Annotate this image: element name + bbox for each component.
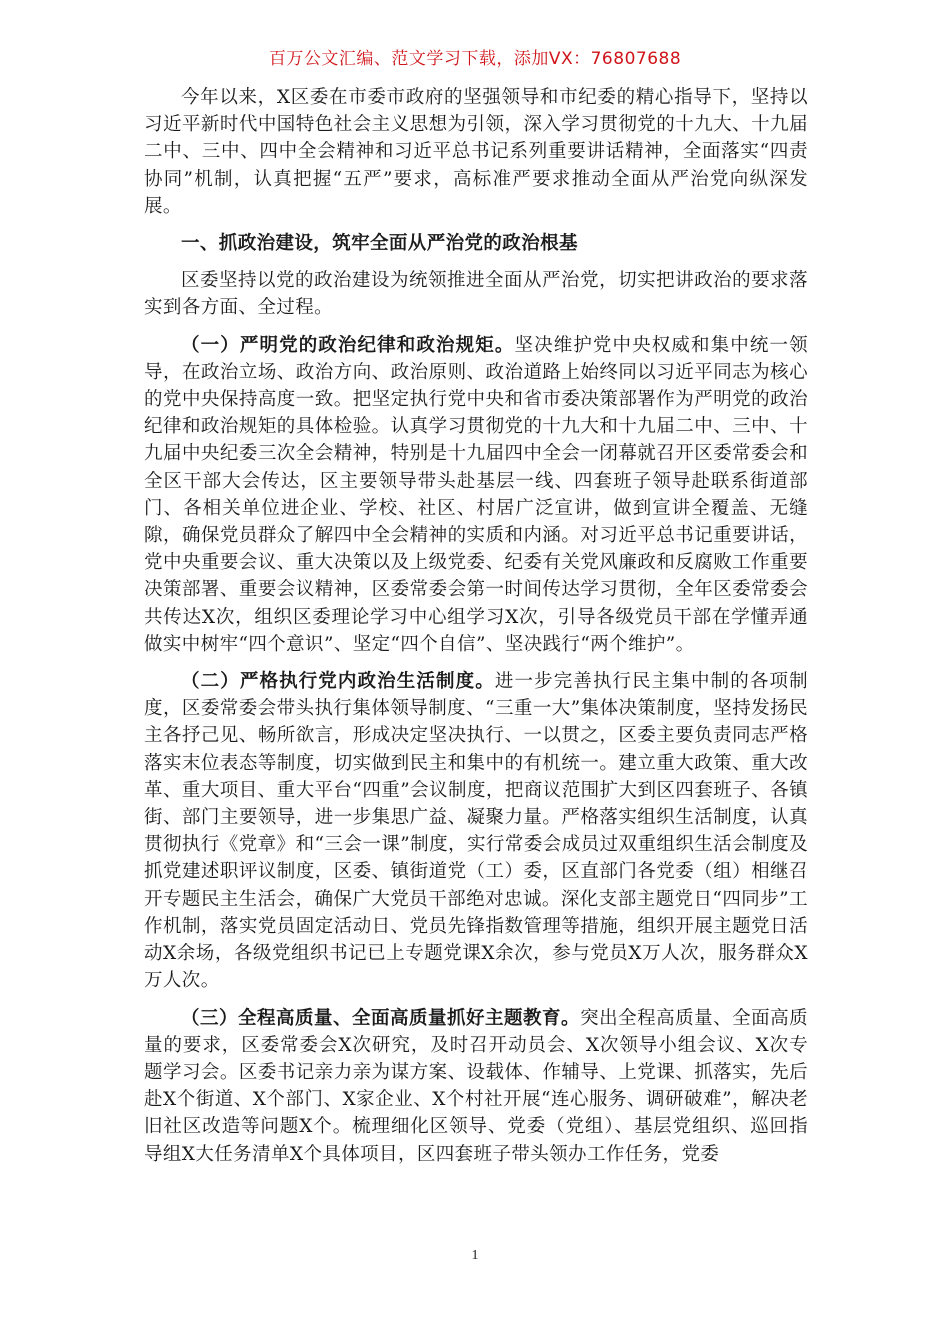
subsection-title-3: （三）全程高质量、全面高质量抓好主题教育。	[181, 1007, 581, 1029]
subsection-title-1: （一）严明党的政治纪律和政治规矩。	[181, 334, 515, 356]
intro-paragraph: 今年以来，X区委在市委市政府的坚强领导和市纪委的精心指导下，坚持以习近平新时代中国特色社会主义思想为引领，深入学习贯彻党的十九大、十九届二中、三中、四中全会精神和习近平总书记系列重要讲话精神，全面落实“四责协同”机制，认真把握“五严”要求，高标准严要求推动全面从严治党向纵深发展。	[144, 87, 808, 217]
subsection-paragraph-2	[144, 668, 808, 994]
section-heading: 一、抓政治建设，筑牢全面从严治党的政治根基	[181, 233, 578, 255]
document-body	[144, 84, 808, 1178]
subsection-paragraph-1	[144, 332, 808, 658]
subsection-title-2: （二）严格执行党内政治生活制度。	[181, 671, 495, 693]
page-number: 1	[471, 1248, 479, 1263]
subsection-paragraph-3	[144, 1005, 808, 1168]
subsection-body-2: 进一步完善执行民主集中制的各项制度，区委常委会带头执行集体领导制度、“三重一大”集体决策制度，坚持发扬民主各抒己见、畅所欲言，形成决定坚决执行、一以贯之，区委主要负责同志严格落实末位表态等制度，切实做到民主和集中的有机统一。建立重大政策、重大改革、重大项目、重大平台“四重”会议制度，把商议范围扩大到区四套班子、各镇街、部门主要领导，进一步集思广益、凝聚力量。严格落实组织生活制度，认真贯彻执行《党章》和“三会一课”制度，实行常委会成员过双重组织生活会制度及抓党建述职评议制度，区委、镇街道党（工）委，区直部门各党委（组）相继召开专题民主生活会，确保广大党员干部绝对忠诚。深化支部主题党日“四同步”工作机制，落实党员固定活动日、党员先锋指数管理等措施，组织开展主题党日活动X余场，各级党组织书记已上专题党课X余次，参与党员X万人次，服务群众X万人次。	[144, 671, 808, 992]
section-summary: 区委坚持以党的政治建设为统领推进全面从严治党，切实把讲政治的要求落实到各方面、全过程。	[144, 270, 808, 319]
subsection-body-1: 坚决维护党中央权威和集中统一领导，在政治立场、政治方向、政治原则、政治道路上始终同以习近平同志为核心的党中央保持高度一致。把坚定执行党中央和省市委决策部署作为严明党的政治纪律和政治规矩的具体检验。认真学习贯彻党的十九大和十九届二中、三中、十九届中央纪委三次全会精神，特别是十九届四中全会一闭幕就召开区委常委会和全区干部大会传达，区主要领导带头赴基层一线、四套班子领导赴联系街道部门、各相关单位进企业、学校、社区、村居广泛宣讲，做到宣讲全覆盖、无缝隙，确保党员群众了解四中全会精神的实质和内涵。对习近平总书记重要讲话，党中央重要会议、重大决策以及上级党委、纪委有关党风廉政和反腐败工作重要决策部署、重要会议精神，区委常委会第一时间传达学习贯彻，全年区委常委会共传达X次，组织区委理论学习中心组学习X次，引导各级党员干部在学懂弄通做实中树牢“四个意识”、坚定“四个自信”、坚决践行“两个维护”。	[144, 334, 808, 655]
subsection-body-3: 突出全程高质量、全面高质量的要求，区委常委会X次研究，及时召开动员会、X次领导小组会议、X次专题学习会。区委书记亲力亲为谋方案、设载体、作辅导、上党课、抓落实，先后赴X个街道、X个部门、X家企业、X个村社开展“连心服务、调研破难”，解决老旧社区改造等问题X个。梳理细化区领导、党委（党组）、基层党组织、巡回指导组X大任务清单X个具体项目，区四套班子带头领办工作任务，党委	[144, 1007, 808, 1165]
header-banner: 百万公文汇编、范文学习下载，添加VX：76807688	[268, 49, 682, 69]
